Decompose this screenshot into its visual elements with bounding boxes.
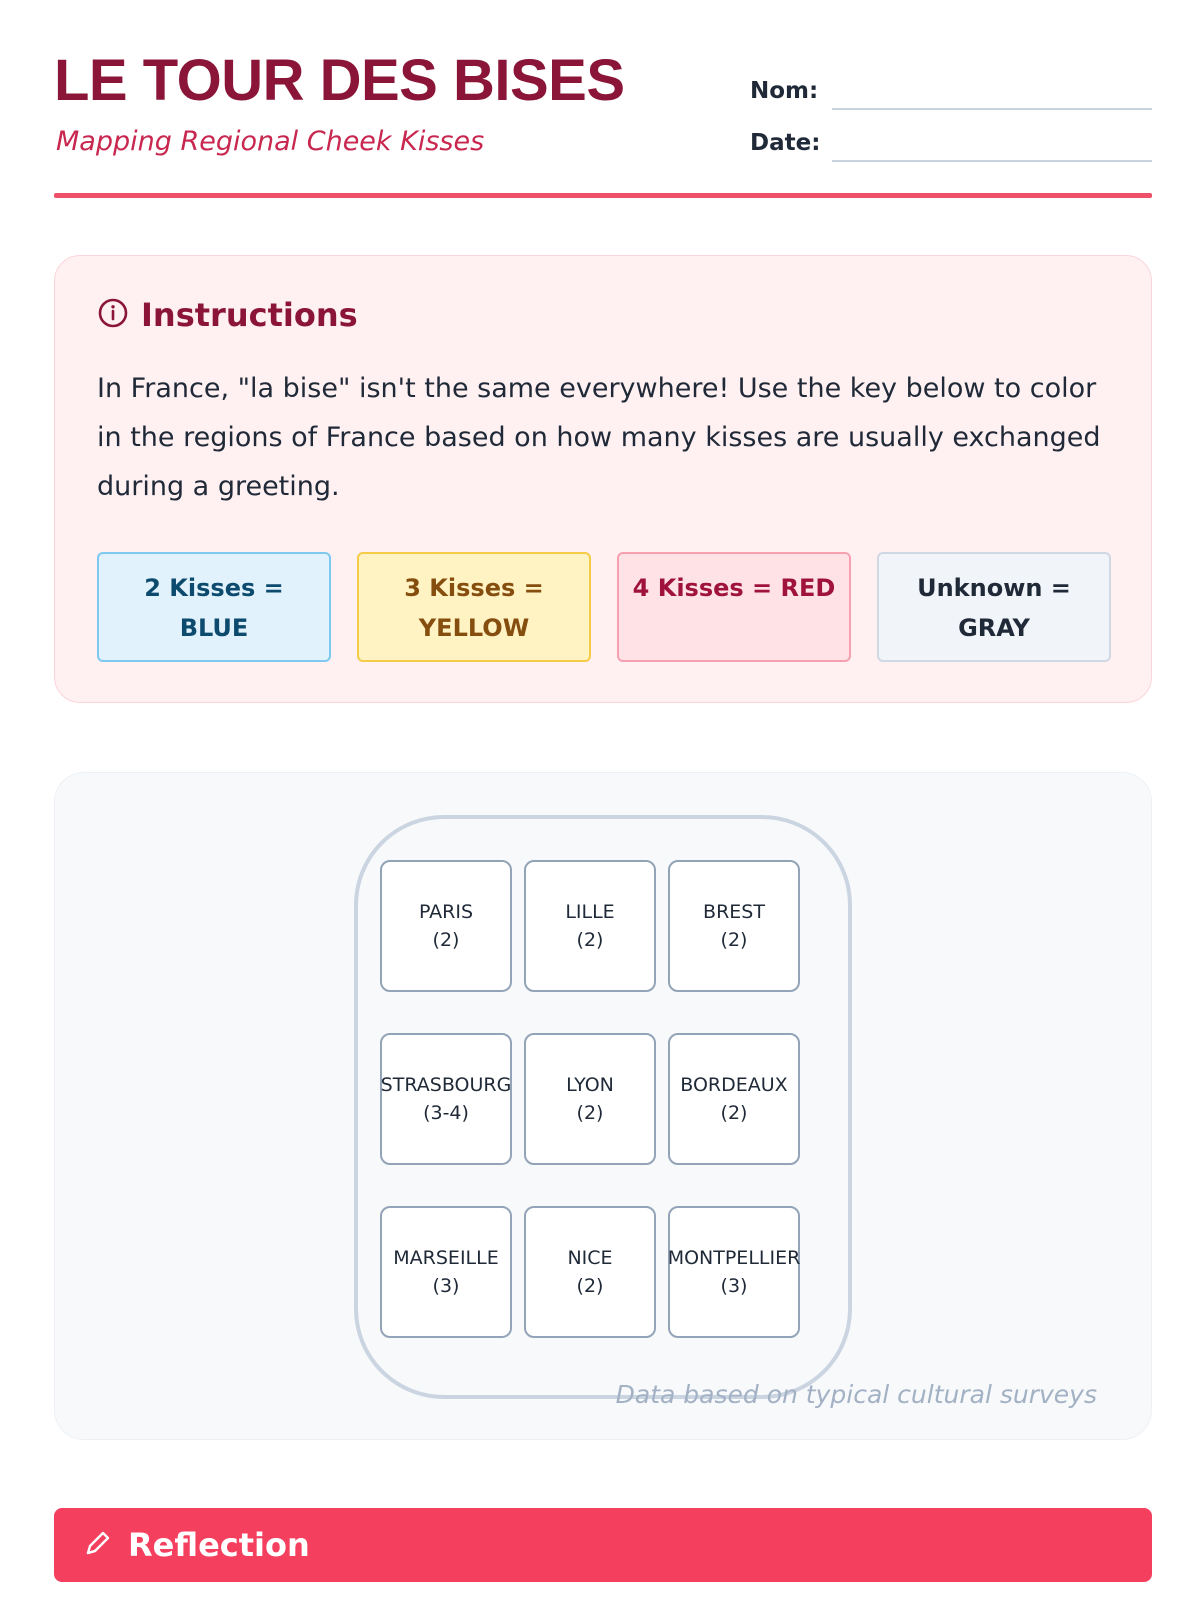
region-kiss-count: (2) (576, 929, 604, 951)
region-lyon[interactable] (524, 1033, 656, 1165)
region-strasbourg[interactable] (380, 1033, 512, 1165)
region-kiss-count: (3-4) (423, 1102, 469, 1124)
header-divider (54, 193, 1152, 198)
info-circle-icon (97, 297, 129, 333)
key-four-kisses: 4 Kisses = RED (617, 552, 851, 662)
instructions-header (97, 296, 358, 334)
region-name: BREST (703, 901, 765, 923)
region-name: NICE (567, 1247, 613, 1269)
region-name: BORDEAUX (680, 1074, 788, 1096)
region-nice[interactable] (524, 1206, 656, 1338)
region-name: PARIS (418, 901, 474, 923)
page-title: LE TOUR DES BISES (54, 48, 625, 113)
reflection-title: Reflection (128, 1526, 310, 1564)
region-name: STRASBOURG (380, 1074, 512, 1096)
instructions-panel (54, 255, 1152, 703)
region-bordeaux[interactable] (668, 1033, 800, 1165)
key-two-kisses: 2 Kisses = BLUE (97, 552, 331, 662)
region-brest[interactable] (668, 860, 800, 992)
region-kiss-count: (3) (720, 1275, 748, 1297)
region-kiss-count: (2) (576, 1275, 604, 1297)
region-montpellier[interactable] (668, 1206, 800, 1338)
name-field[interactable] (832, 108, 1152, 110)
page-subtitle: Mapping Regional Cheek Kisses (56, 126, 485, 157)
region-kiss-count: (2) (720, 929, 748, 951)
region-name: MONTPELLIER (667, 1247, 801, 1269)
key-three-kisses: 3 Kisses = YELLOW (357, 552, 591, 662)
instructions-text: In France, "la bise" isn't the same everywhere! Use the key below to color in the regions of France based on how many kisses are usually exchanged during a greeting. (97, 373, 1101, 502)
region-paris[interactable] (380, 860, 512, 992)
name-label: Nom: (750, 78, 819, 104)
map-source-note: Data based on typical cultural surveys (615, 1380, 1097, 1409)
region-kiss-count: (2) (720, 1102, 748, 1124)
date-field[interactable] (832, 160, 1152, 162)
region-kiss-count: (3) (432, 1275, 460, 1297)
pencil-icon (82, 1527, 114, 1563)
instructions-title: Instructions (141, 296, 358, 334)
region-lille[interactable] (524, 860, 656, 992)
date-label: Date: (750, 130, 821, 156)
region-name: MARSEILLE (393, 1247, 499, 1269)
key-unknown: Unknown = GRAY (877, 552, 1111, 662)
region-name: LILLE (565, 901, 615, 923)
region-kiss-count: (2) (576, 1102, 604, 1124)
reflection-header (54, 1508, 1152, 1582)
region-kiss-count: (2) (432, 929, 460, 951)
region-name: LYON (566, 1074, 614, 1096)
region-marseille[interactable] (380, 1206, 512, 1338)
map-panel (54, 772, 1152, 1440)
